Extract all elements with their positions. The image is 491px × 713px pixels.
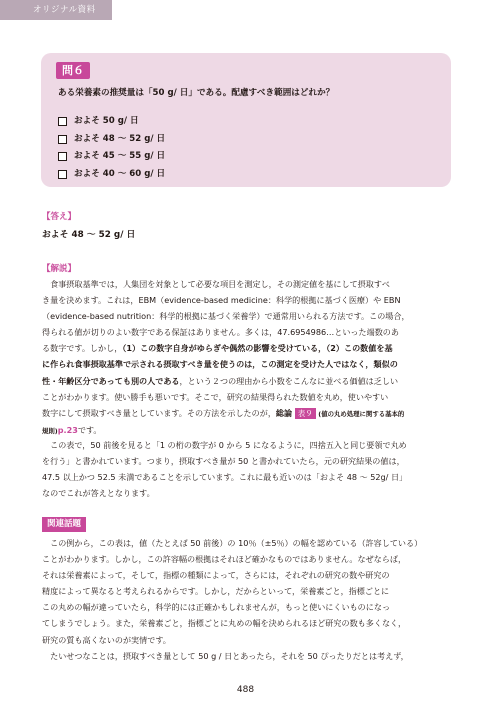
- header-tab-label: オリジナル資料: [33, 5, 96, 15]
- text-line: き量を決めます。これは，EBM（evidence-based medicine：科学的根拠に基づく医療）や EBN: [42, 295, 401, 306]
- explanation-label: 【解説】: [42, 264, 77, 274]
- emphasis-text: に作られ食事摂取基準で示される摂取すべき量を使うのは，この測定を受けた人ではなく，類似の: [42, 359, 398, 370]
- page-number: 488: [236, 685, 255, 695]
- answer-label: 【答え】: [42, 212, 77, 222]
- table-ref-title: (値の丸め処理に関する基本的: [318, 409, 405, 418]
- checkbox-icon[interactable]: [58, 170, 67, 179]
- text-line: たいせつなことは，摂取すべき量として 50 g / 日とあったら，それを 50 ぴったりだとは考えず，: [50, 650, 409, 661]
- text-line: 得られる値が切りのよい数字である保証はありません。多くは，47.6954986…といった端数のあ: [42, 327, 399, 338]
- choice-label: およそ 45 〜 55 g/ 日: [74, 151, 166, 161]
- table-ref-title: 規則): [42, 426, 58, 435]
- header-tab: [0, 0, 112, 20]
- overview-ref: 総論: [275, 407, 293, 418]
- text-line: この表で，50 前後を見ると「1 の桁の数字が 0 から 5 になるように，四捨五入と同じ要領で丸め: [50, 440, 407, 450]
- text-line: 食事摂取基準では，人集団を対象として必要な項目を測定し，その測定値を基にして摂取すべ: [50, 279, 390, 289]
- text-line: ことがわかります。使い勝手も悪いです。そこで，研究の結果得られた数値を丸め，使いやすい: [42, 391, 389, 402]
- emphasis-text: （1）この数字自身がゆらぎや偶然の影響を受けている，（2）この数値を基: [122, 343, 393, 354]
- choice-item[interactable]: [58, 113, 165, 131]
- related-topic-badge: 関連話題: [42, 517, 86, 532]
- choice-label: およそ 48 〜 52 g/ 日: [74, 133, 166, 144]
- page-ref-link[interactable]: p.23: [57, 424, 78, 435]
- text-line: この丸めの幅が違っていたら，科学的には正確かもしれませんが，もっと使いにくいものになっ: [42, 602, 391, 613]
- related-paragraph-1: [42, 535, 452, 664]
- text-line: を行う」と書かれています。つまり，摂取すべき量が 50 と書かれていたら，元の研究結果の値は，: [42, 456, 405, 467]
- emphasis-text: 性・年齢区分であっても別の人である: [42, 375, 180, 386]
- text-line: 規則)p.23です。: [42, 424, 102, 435]
- checkbox-icon[interactable]: [58, 117, 67, 126]
- text-line: [42, 356, 452, 372]
- choice-list: [58, 113, 165, 183]
- text-line: 47.5 以上かつ 52.5 未満であることを示しています。これに最も近いのは「およそ 48 〜 52g/ 日」: [42, 472, 408, 483]
- choice-label: およそ 40 〜 60 g/ 日: [74, 168, 166, 179]
- text-line: （evidence-based nutrition：科学的根拠に基づく栄養学）で通常用いられる方法です。この場合，: [42, 311, 410, 322]
- answer-text: およそ 48 〜 52 g/ 日: [42, 230, 136, 240]
- choice-item[interactable]: [58, 166, 165, 184]
- table-ref-badge[interactable]: 表９: [295, 408, 316, 419]
- text-line: なのでこれが答えとなります。: [42, 488, 155, 499]
- text-line: てしまうでしょう。また，栄養素ごと，指標ごとに丸めの幅を決められるほど研究の数も多くなく，: [42, 618, 407, 629]
- text-line: ことがわかります。しかし，この許容幅の根拠はそれほど確かなものではありません。なぜならば，: [42, 554, 407, 565]
- choice-label: およそ 50 g/ 日: [74, 116, 139, 126]
- text-line: 研究の質も高くないのが実情です。: [42, 634, 171, 645]
- choice-item[interactable]: [58, 148, 165, 166]
- question-badge: 問６: [56, 62, 90, 79]
- question-text: ある栄養素の推奨量は「50 g/ 日」である。配慮すべき範囲はどれか？: [58, 88, 335, 98]
- text-line: 精度によって異なると考えられるからです。しかし，だからといって，栄養素ごと，指標ごとに: [42, 586, 390, 597]
- question-box: [41, 53, 451, 187]
- text-line: る数字です。しかし，（1）この数字自身がゆらぎや偶然の影響を受けている，（2）この数値を基: [42, 343, 393, 354]
- explanation-paragraph-1: [42, 276, 452, 439]
- checkbox-icon[interactable]: [58, 152, 67, 161]
- text-line: 性・年齢区分であっても別の人である，という２つの理由から小数をこんなに並べる価値は乏しい: [42, 375, 399, 386]
- checkbox-icon[interactable]: [58, 135, 67, 144]
- choice-item[interactable]: [58, 131, 165, 149]
- text-line: この例から，この表は，値（たとえば 50 前後）の 10％（±5％）の幅を認めている（許容している）: [50, 538, 423, 548]
- explanation-paragraph-2: [42, 437, 452, 501]
- text-line: それは栄養素によって，そして，指標の種類によって，さらには，それぞれの研究の数や研究の: [42, 570, 390, 581]
- text-line: 数字にして摂取すべき量としています。その方法を示したのが，総論 表９ (値の丸め処理に関する基本的: [42, 407, 405, 418]
